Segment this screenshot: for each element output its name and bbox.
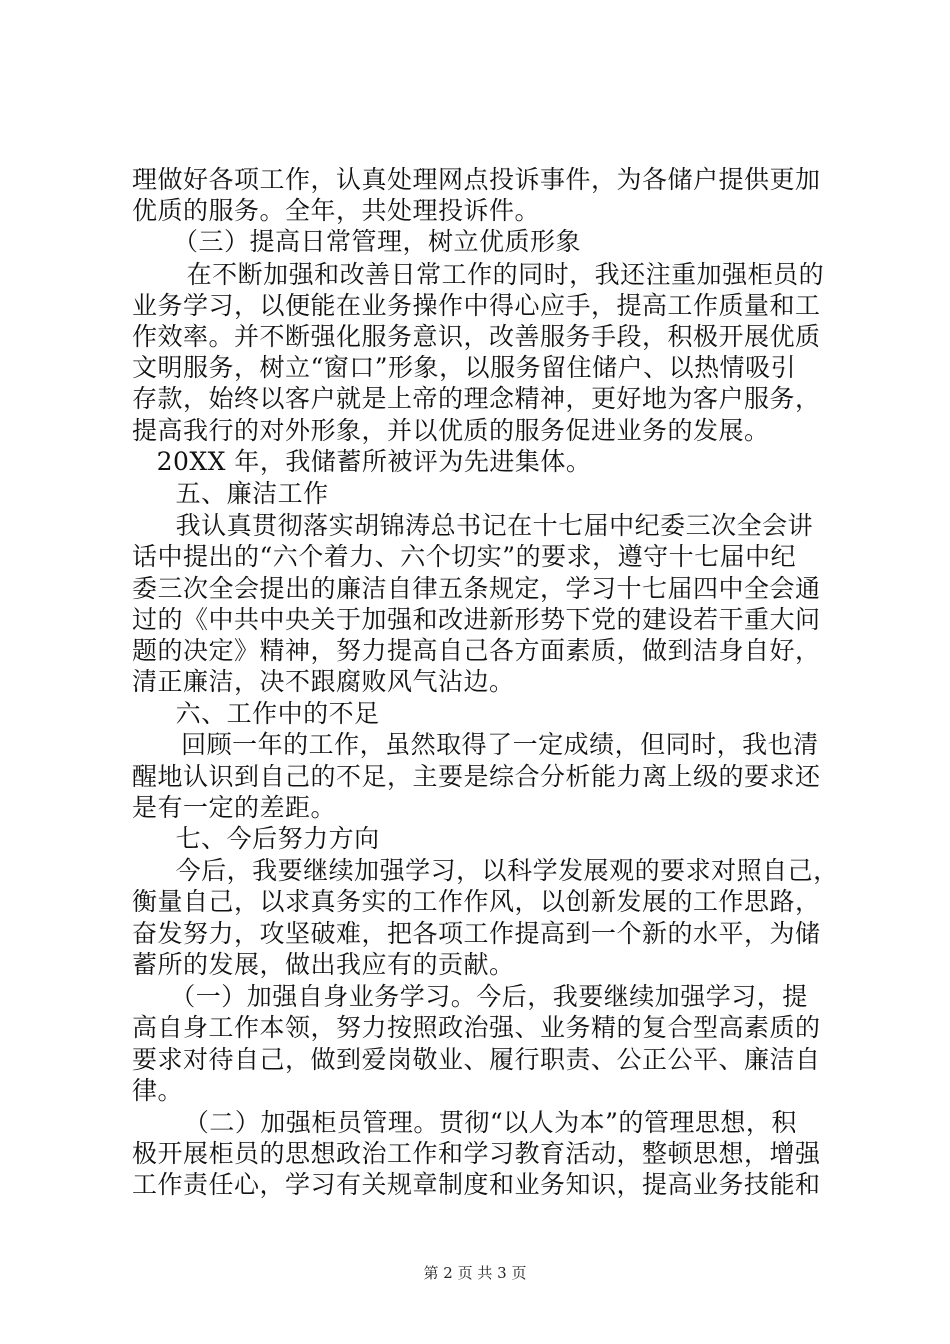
text-line: 理做好各项工作，认真处理网点投诉事件，为各储户提供更加 bbox=[132, 165, 821, 194]
text-line: 我认真贯彻落实胡锦涛总书记在十七届中纪委三次全会讲 bbox=[175, 511, 814, 540]
text-line: 委三次全会提出的廉洁自律五条规定，学习十七届四中全会通 bbox=[132, 574, 821, 603]
text-line: 优质的服务。全年，共处理投诉件。 bbox=[132, 196, 541, 225]
text-line: 话中提出的“六个着力、六个切实”的要求，遵守十七届中纪 bbox=[132, 542, 797, 571]
text-line: 提高我行的对外形象，并以优质的服务促进业务的发展。 bbox=[132, 416, 770, 445]
text-line: （二）加强柜员管理。贯彻“以人为本”的管理思想，积 bbox=[183, 1108, 797, 1137]
text-line: 作效率。并不断强化服务意识，改善服务手段，积极开展优质 bbox=[132, 322, 821, 351]
text-line: 五、廉洁工作 bbox=[175, 479, 329, 508]
text-line: 业务学习，以便能在业务操作中得心应手，提高工作质量和工 bbox=[132, 291, 821, 320]
text-line: 七、今后努力方向 bbox=[175, 824, 380, 853]
page-footer: 第 2 页 共 3 页 bbox=[423, 1264, 527, 1282]
text-line: 是有一定的差距。 bbox=[132, 793, 337, 822]
text-line: 存款，始终以客户就是上帝的理念精神，更好地为客户服务， bbox=[132, 384, 821, 413]
text-line: （三）提高日常管理，树立优质形象 bbox=[172, 227, 581, 256]
text-line: 要求对待自己，做到爱岗敬业、履行职责、公正公平、廉洁自 bbox=[132, 1045, 821, 1074]
text-line: 醒地认识到自己的不足，主要是综合分析能力离上级的要求还 bbox=[132, 762, 821, 791]
text-line: 清正廉洁，决不跟腐败风气沾边。 bbox=[132, 667, 515, 696]
text-line: 律。 bbox=[132, 1076, 184, 1105]
text-line: 奋发努力，攻坚破难，把各项工作提高到一个新的水平，为储 bbox=[132, 919, 821, 948]
text-line: 高自身工作本领，努力按照政治强、业务精的复合型高素质的 bbox=[132, 1013, 821, 1042]
text-line: 六、工作中的不足 bbox=[175, 699, 380, 728]
text-line: 文明服务，树立“窗口”形象，以服务留住储户、以热情吸引 bbox=[132, 353, 797, 382]
text-line: 蓄所的发展，做出我应有的贡献。 bbox=[132, 950, 515, 979]
text-line: 极开展柜员的思想政治工作和学习教育活动，整顿思想，增强 bbox=[132, 1139, 821, 1168]
text-line: 回顾一年的工作，虽然取得了一定成绩，但同时，我也清 bbox=[181, 730, 819, 759]
text-line: 在不断加强和改善日常工作的同时，我还注重加强柜员的 bbox=[186, 260, 825, 289]
text-line: 20XX 年，我储蓄所被评为先进集体。 bbox=[156, 447, 592, 476]
text-line: 题的决定》精神，努力提高自己各方面素质，做到洁身自好， bbox=[132, 636, 821, 665]
text-line: 过的《中共中央关于加强和改进新形势下党的建设若干重大问 bbox=[132, 605, 821, 634]
text-line: 工作责任心，学习有关规章制度和业务知识，提高业务技能和 bbox=[132, 1170, 821, 1199]
text-line: 今后，我要继续加强学习，以科学发展观的要求对照自己， bbox=[175, 856, 839, 885]
text-line: （一）加强自身业务学习。今后，我要继续加强学习，提 bbox=[170, 982, 808, 1011]
text-line: 衡量自己，以求真务实的工作作风，以创新发展的工作思路， bbox=[132, 887, 821, 916]
